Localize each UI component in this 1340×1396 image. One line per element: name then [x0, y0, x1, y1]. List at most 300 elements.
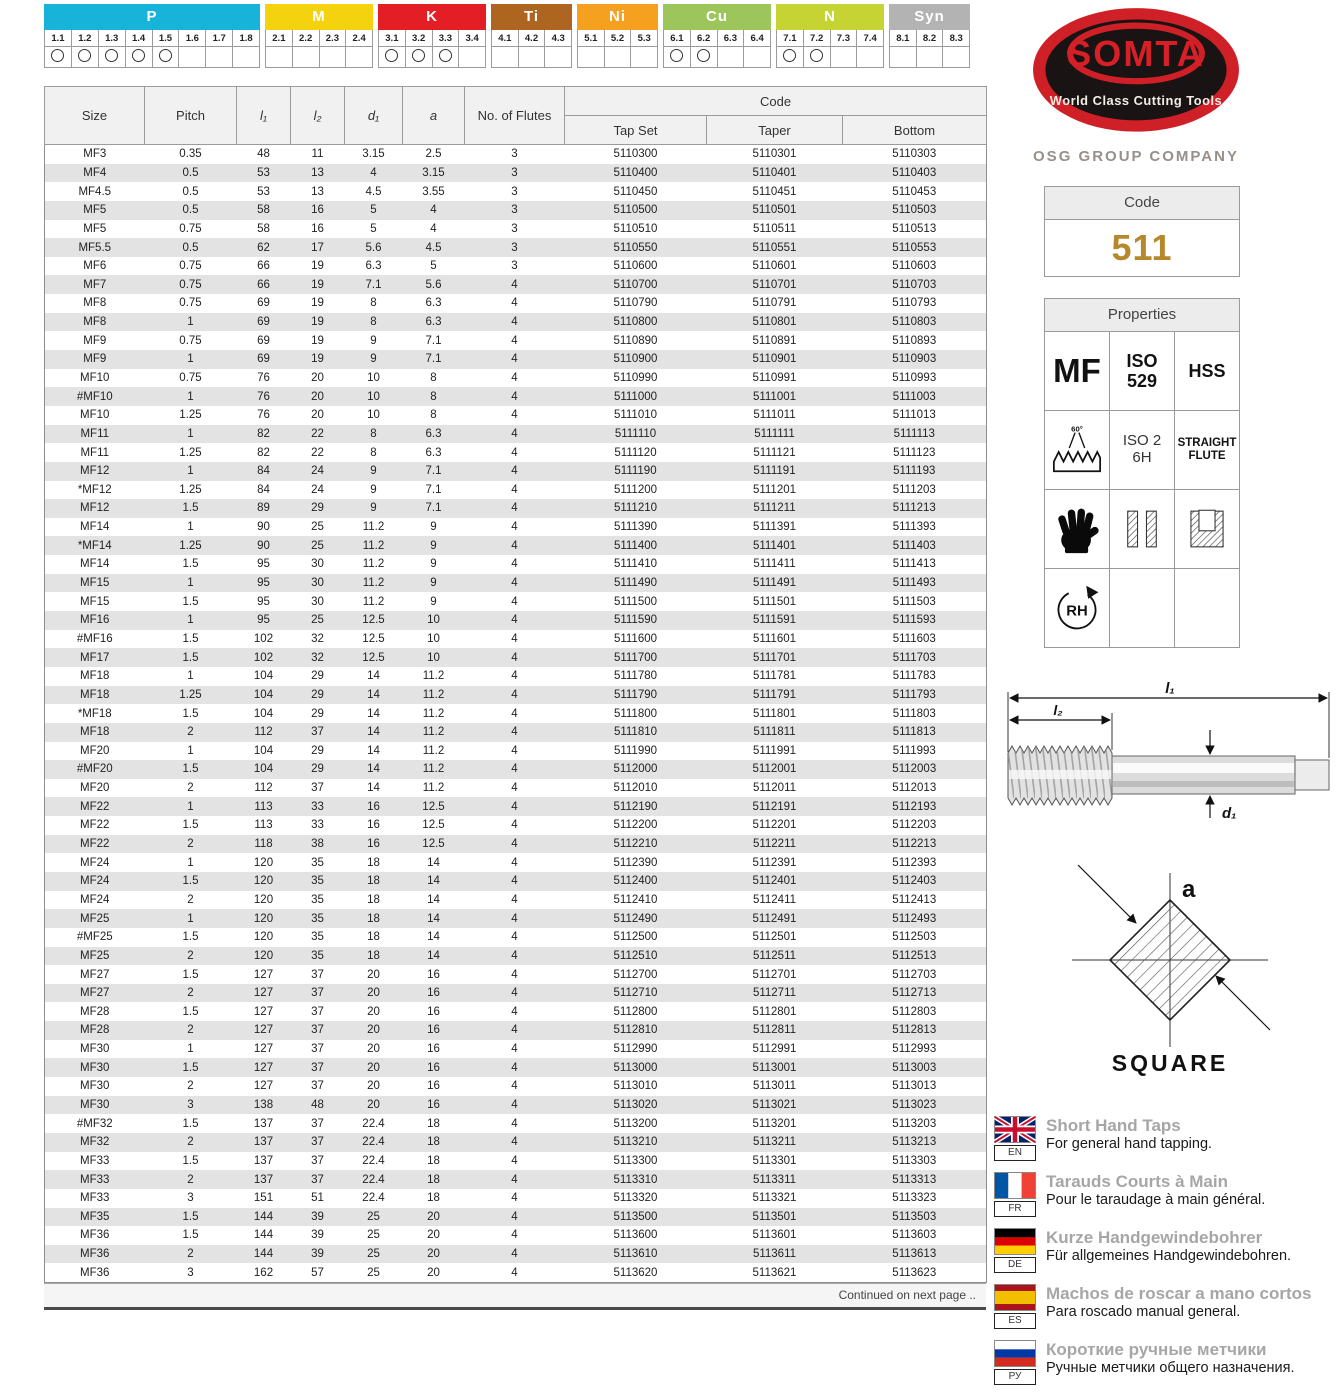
table-cell: 48 — [237, 145, 291, 164]
table-cell: 11.2 — [403, 704, 465, 723]
table-cell: 4 — [465, 1077, 565, 1096]
col-header-flutes: No. of Flutes — [465, 87, 565, 145]
table-cell: 5110403 — [843, 164, 987, 183]
table-cell: 2 — [145, 1133, 237, 1152]
table-row — [45, 667, 987, 686]
table-cell: 7.1 — [403, 499, 465, 518]
table-cell: 38 — [291, 835, 345, 854]
table-cell: 2 — [145, 1077, 237, 1096]
table-cell: 113 — [237, 816, 291, 835]
table-cell: 5112191 — [707, 797, 843, 816]
table-cell: 4 — [465, 1096, 565, 1115]
table-cell: 5113610 — [565, 1245, 707, 1264]
table-cell: 4 — [465, 872, 565, 891]
uk-flag-icon — [994, 1116, 1036, 1143]
table-cell: 7.1 — [345, 275, 403, 294]
table-cell: 9 — [403, 536, 465, 555]
language-description: Pour le taraudage à main général. — [1046, 1191, 1266, 1208]
table-row — [45, 592, 987, 611]
table-cell: 5111193 — [843, 462, 987, 481]
table-cell: 5113311 — [707, 1170, 843, 1189]
table-cell: 10 — [403, 611, 465, 630]
svg-text:RH: RH — [1066, 603, 1088, 620]
table-row — [45, 1226, 987, 1245]
table-cell: *MF12 — [45, 481, 145, 500]
table-row — [45, 853, 987, 872]
table-cell: MF9 — [45, 350, 145, 369]
material-cell-6.4: 6.4 — [744, 30, 771, 47]
table-cell: 25 — [345, 1263, 403, 1282]
table-cell: 144 — [237, 1208, 291, 1227]
table-row — [45, 201, 987, 220]
table-cell: 14 — [345, 723, 403, 742]
table-cell: 5111593 — [843, 611, 987, 630]
table-cell: 5112801 — [707, 1002, 843, 1021]
table-cell: 5111213 — [843, 499, 987, 518]
table-cell: MF11 — [45, 443, 145, 462]
table-cell: 11.2 — [403, 667, 465, 686]
svg-text:60°: 60° — [1071, 424, 1083, 434]
table-cell: 5113613 — [843, 1245, 987, 1264]
table-cell: 4 — [465, 760, 565, 779]
table-cell: 5111810 — [565, 723, 707, 742]
table-cell: 5112501 — [707, 928, 843, 947]
table-cell: #MF20 — [45, 760, 145, 779]
table-cell: 5111123 — [843, 443, 987, 462]
table-cell: 5110903 — [843, 350, 987, 369]
table-cell: 5113013 — [843, 1077, 987, 1096]
table-cell: 104 — [237, 704, 291, 723]
table-cell: 1.5 — [145, 1226, 237, 1245]
col-header-tap-set: Tap Set — [565, 116, 707, 145]
table-cell: 32 — [291, 630, 345, 649]
table-cell: 37 — [291, 1058, 345, 1077]
table-row — [45, 387, 987, 406]
table-cell: 4 — [465, 816, 565, 835]
table-cell: 5111601 — [707, 630, 843, 649]
table-cell: 20 — [291, 387, 345, 406]
table-cell: 84 — [237, 481, 291, 500]
table-cell: 9 — [403, 518, 465, 537]
table-cell: 10 — [403, 630, 465, 649]
table-cell: 104 — [237, 686, 291, 705]
table-row — [45, 779, 987, 798]
language-description: Ручные метчики общего назначения. — [1046, 1359, 1295, 1376]
table-cell: 35 — [291, 909, 345, 928]
col-header-a: a — [403, 87, 465, 145]
table-cell: 1.5 — [145, 1058, 237, 1077]
material-mark-4.1 — [492, 47, 519, 68]
table-cell: 5112391 — [707, 853, 843, 872]
table-cell: 58 — [237, 220, 291, 239]
square-caption: SQUARE — [1111, 1050, 1229, 1076]
material-cell-row — [44, 30, 260, 47]
language-flag-column — [994, 1340, 1036, 1385]
table-cell: 76 — [237, 406, 291, 425]
table-cell: 4 — [465, 1189, 565, 1208]
table-cell: 5111403 — [843, 536, 987, 555]
table-cell: 10 — [345, 406, 403, 425]
table-cell: 8 — [403, 369, 465, 388]
rh-rotation-icon — [1045, 569, 1109, 647]
table-cell: 5111200 — [565, 481, 707, 500]
table-cell: 25 — [345, 1245, 403, 1264]
property-cell-empty — [1110, 569, 1174, 647]
table-cell: 2 — [145, 1245, 237, 1264]
table-cell: MF14 — [45, 518, 145, 537]
table-cell: 5110793 — [843, 294, 987, 313]
table-cell: 8 — [345, 294, 403, 313]
table-cell: 62 — [237, 238, 291, 257]
table-cell: 11.2 — [403, 760, 465, 779]
language-flag-column — [994, 1284, 1036, 1329]
table-cell: 66 — [237, 275, 291, 294]
table-cell: 5110990 — [565, 369, 707, 388]
material-mark-8.3 — [943, 47, 970, 68]
table-cell: 4 — [465, 928, 565, 947]
material-cell-6.1: 6.1 — [664, 30, 691, 47]
table-cell: 5111411 — [707, 555, 843, 574]
selected-circle-icon — [159, 49, 172, 62]
table-cell: MF6 — [45, 257, 145, 276]
language-text — [1046, 1116, 1212, 1153]
table-cell: MF18 — [45, 723, 145, 742]
table-cell: 5112700 — [565, 965, 707, 984]
language-description: Para roscado manual general. — [1046, 1303, 1241, 1320]
col-header-bottom: Bottom — [843, 116, 987, 145]
table-cell: 1.25 — [145, 536, 237, 555]
table-cell: MF33 — [45, 1152, 145, 1171]
property-material: HSS — [1175, 332, 1239, 410]
table-row — [45, 909, 987, 928]
language-text — [1046, 1172, 1265, 1209]
table-cell: 5110901 — [707, 350, 843, 369]
table-cell: 3 — [145, 1263, 237, 1282]
table-cell: 4 — [465, 518, 565, 537]
table-row — [45, 275, 987, 294]
material-mark-3.2 — [406, 47, 433, 68]
table-cell: 5112010 — [565, 779, 707, 798]
table-cell: 19 — [291, 313, 345, 332]
logo-brand-text: SOMTA — [1067, 32, 1205, 74]
table-cell: MF18 — [45, 686, 145, 705]
table-cell: 66 — [237, 257, 291, 276]
table-cell: 5111211 — [707, 499, 843, 518]
material-cell-8.1: 8.1 — [890, 30, 917, 47]
material-cell-7.3: 7.3 — [831, 30, 858, 47]
osg-group-company-text: OSG GROUP COMPANY — [1033, 148, 1239, 165]
material-group-syn — [889, 4, 970, 70]
table-cell: 5111701 — [707, 648, 843, 667]
table-cell: 5111780 — [565, 667, 707, 686]
table-row — [45, 518, 987, 537]
table-cell: 4 — [465, 536, 565, 555]
table-cell: 1.5 — [145, 592, 237, 611]
table-cell: 127 — [237, 1021, 291, 1040]
tap-thread-section — [1008, 746, 1112, 805]
table-cell: 16 — [403, 984, 465, 1003]
table-row — [45, 984, 987, 1003]
table-cell: 5110503 — [843, 201, 987, 220]
table-cell: 20 — [403, 1208, 465, 1227]
table-cell: 5111011 — [707, 406, 843, 425]
table-cell: 16 — [345, 797, 403, 816]
table-cell: MF28 — [45, 1021, 145, 1040]
material-group-m — [265, 4, 373, 70]
material-cell-row — [663, 30, 771, 47]
table-cell: 11 — [291, 145, 345, 164]
table-cell: 5110300 — [565, 145, 707, 164]
language-entry-uk — [994, 1116, 1340, 1161]
table-cell: 5113320 — [565, 1189, 707, 1208]
table-cell: 95 — [237, 555, 291, 574]
table-cell: 20 — [403, 1245, 465, 1264]
material-mark-3.4 — [459, 47, 486, 68]
table-cell: 1.5 — [145, 648, 237, 667]
col-header-l1: l₁ — [237, 87, 291, 145]
table-cell: 5112990 — [565, 1040, 707, 1059]
table-cell: 5112390 — [565, 853, 707, 872]
material-mark-5.3 — [631, 47, 658, 68]
table-row — [45, 1114, 987, 1133]
table-cell: 5112490 — [565, 909, 707, 928]
table-cell: 8 — [345, 313, 403, 332]
table-cell: 1.5 — [145, 704, 237, 723]
table-cell: 9 — [345, 499, 403, 518]
table-cell: 5110400 — [565, 164, 707, 183]
table-row — [45, 1152, 987, 1171]
table-row — [45, 294, 987, 313]
table-cell: MF36 — [45, 1226, 145, 1245]
table-cell: 18 — [345, 853, 403, 872]
selected-circle-icon — [439, 49, 452, 62]
table-cell: 22 — [291, 425, 345, 444]
material-cell-row — [491, 30, 572, 47]
table-cell: 33 — [291, 797, 345, 816]
table-row — [45, 1002, 987, 1021]
table-cell: 5112701 — [707, 965, 843, 984]
table-cell: 5111413 — [843, 555, 987, 574]
table-cell: MF32 — [45, 1133, 145, 1152]
table-cell: 37 — [291, 1040, 345, 1059]
table-cell: 5110550 — [565, 238, 707, 257]
table-cell: 3 — [465, 145, 565, 164]
table-cell: 4.5 — [345, 182, 403, 201]
table-cell: 4 — [465, 1002, 565, 1021]
table-row — [45, 1170, 987, 1189]
language-code-badge: FR — [994, 1201, 1036, 1217]
language-title: Machos de roscar a mano cortos — [1046, 1284, 1312, 1303]
table-cell: 3 — [145, 1096, 237, 1115]
material-mark-row — [491, 47, 572, 68]
table-cell: 5111210 — [565, 499, 707, 518]
table-cell: 4 — [465, 853, 565, 872]
table-cell: 5110791 — [707, 294, 843, 313]
material-cell-3.4: 3.4 — [459, 30, 486, 47]
property-tolerance: ISO 2 6H — [1110, 411, 1174, 489]
table-row — [45, 835, 987, 854]
table-cell: 4 — [465, 947, 565, 966]
table-cell: MF5.5 — [45, 238, 145, 257]
table-cell: 4 — [465, 667, 565, 686]
table-cell: 5111190 — [565, 462, 707, 481]
table-cell: 37 — [291, 1170, 345, 1189]
language-code-badge: РУ — [994, 1369, 1036, 1385]
table-cell: 5112001 — [707, 760, 843, 779]
table-cell: 13 — [291, 164, 345, 183]
table-cell: 0.5 — [145, 164, 237, 183]
table-cell: 18 — [345, 872, 403, 891]
thread-profile-icon — [1045, 411, 1109, 489]
material-cell-1.6: 1.6 — [179, 30, 206, 47]
table-row — [45, 648, 987, 667]
table-cell: 1.5 — [145, 499, 237, 518]
table-cell: 20 — [345, 984, 403, 1003]
table-cell: 1.25 — [145, 406, 237, 425]
table-cell: 0.5 — [145, 201, 237, 220]
table-cell: 5113000 — [565, 1058, 707, 1077]
table-cell: 5112813 — [843, 1021, 987, 1040]
table-row — [45, 443, 987, 462]
table-cell: #MF10 — [45, 387, 145, 406]
table-cell: 5111993 — [843, 742, 987, 761]
table-cell: 13 — [291, 182, 345, 201]
table-cell: MF8 — [45, 313, 145, 332]
table-cell: 25 — [291, 536, 345, 555]
table-cell: 5112991 — [707, 1040, 843, 1059]
material-mark-2.2 — [293, 47, 320, 68]
tap-shank — [1112, 756, 1295, 794]
table-cell: 37 — [291, 1077, 345, 1096]
table-cell: 20 — [345, 1077, 403, 1096]
table-cell: 5112013 — [843, 779, 987, 798]
table-cell: 30 — [291, 555, 345, 574]
table-cell: 4 — [465, 1152, 565, 1171]
material-cell-2.4: 2.4 — [346, 30, 373, 47]
table-cell: MF30 — [45, 1040, 145, 1059]
table-cell: 5111811 — [707, 723, 843, 742]
material-mark-6.2 — [691, 47, 718, 68]
material-group-label: Syn — [889, 4, 970, 30]
material-cell-4.3: 4.3 — [545, 30, 572, 47]
table-cell: 5113203 — [843, 1114, 987, 1133]
material-mark-4.2 — [519, 47, 546, 68]
material-cell-2.1: 2.1 — [266, 30, 293, 47]
table-cell: MF33 — [45, 1189, 145, 1208]
table-cell: 127 — [237, 1002, 291, 1021]
table-cell: 53 — [237, 164, 291, 183]
language-entry-france — [994, 1172, 1340, 1217]
table-cell: 12.5 — [345, 630, 403, 649]
table-cell: MF20 — [45, 779, 145, 798]
selected-circle-icon — [51, 49, 64, 62]
table-cell: MF16 — [45, 611, 145, 630]
material-cell-1.2: 1.2 — [72, 30, 99, 47]
table-cell: MF25 — [45, 909, 145, 928]
material-cell-7.2: 7.2 — [804, 30, 831, 47]
material-mark-6.1 — [664, 47, 691, 68]
table-cell: MF8 — [45, 294, 145, 313]
material-group-label: P — [44, 4, 260, 30]
table-cell: 1 — [145, 611, 237, 630]
material-cell-1.4: 1.4 — [126, 30, 153, 47]
table-cell: 18 — [403, 1170, 465, 1189]
table-cell: 51 — [291, 1189, 345, 1208]
table-cell: 1.5 — [145, 816, 237, 835]
table-cell: 5111991 — [707, 742, 843, 761]
table-cell: 4 — [465, 387, 565, 406]
table-cell: 14 — [345, 704, 403, 723]
language-title: Short Hand Taps — [1046, 1116, 1181, 1135]
table-cell: 9 — [345, 350, 403, 369]
table-cell: 5111393 — [843, 518, 987, 537]
tap-spec-table-wrap — [44, 86, 986, 1310]
material-mark-6.3 — [718, 47, 745, 68]
table-cell: 4 — [465, 909, 565, 928]
table-cell: 39 — [291, 1245, 345, 1264]
table-cell: 5111001 — [707, 387, 843, 406]
table-cell: 5112511 — [707, 947, 843, 966]
table-cell: 162 — [237, 1263, 291, 1282]
table-cell: 5110553 — [843, 238, 987, 257]
table-cell: MF12 — [45, 499, 145, 518]
table-cell: 5111390 — [565, 518, 707, 537]
table-cell: 95 — [237, 574, 291, 593]
table-cell: 120 — [237, 891, 291, 910]
material-mark-row — [776, 47, 884, 68]
russia-flag-icon — [994, 1340, 1036, 1367]
table-cell: 5113011 — [707, 1077, 843, 1096]
table-cell: 14 — [403, 872, 465, 891]
table-cell: 5113600 — [565, 1226, 707, 1245]
table-cell: 5 — [403, 257, 465, 276]
table-cell: 95 — [237, 592, 291, 611]
table-cell: 5112803 — [843, 1002, 987, 1021]
table-cell: 19 — [291, 294, 345, 313]
table-cell: 5111990 — [565, 742, 707, 761]
table-row — [45, 1263, 987, 1282]
table-cell: 5111003 — [843, 387, 987, 406]
table-cell: 20 — [345, 1021, 403, 1040]
table-cell: 35 — [291, 853, 345, 872]
table-cell: 11.2 — [403, 686, 465, 705]
table-cell: 5111503 — [843, 592, 987, 611]
dim-label-a: a — [1182, 876, 1196, 903]
table-cell: 37 — [291, 1114, 345, 1133]
selected-circle-icon — [783, 49, 796, 62]
table-cell: 5113211 — [707, 1133, 843, 1152]
table-cell: 1.5 — [145, 1002, 237, 1021]
table-cell: MF7 — [45, 275, 145, 294]
material-mark-1.3 — [99, 47, 126, 68]
material-mark-2.4 — [346, 47, 373, 68]
table-cell: 4 — [465, 294, 565, 313]
table-cell: 4 — [465, 723, 565, 742]
table-cell: 7.1 — [403, 462, 465, 481]
table-cell: 82 — [237, 425, 291, 444]
material-cell-6.2: 6.2 — [691, 30, 718, 47]
table-cell: 9 — [345, 331, 403, 350]
selected-circle-icon — [810, 49, 823, 62]
material-mark-5.1 — [578, 47, 605, 68]
table-cell: 4 — [465, 1133, 565, 1152]
table-cell: 5112703 — [843, 965, 987, 984]
table-cell: MF30 — [45, 1096, 145, 1115]
table-cell: 90 — [237, 536, 291, 555]
table-cell: 5110501 — [707, 201, 843, 220]
table-cell: 5110500 — [565, 201, 707, 220]
table-cell: 1.25 — [145, 686, 237, 705]
